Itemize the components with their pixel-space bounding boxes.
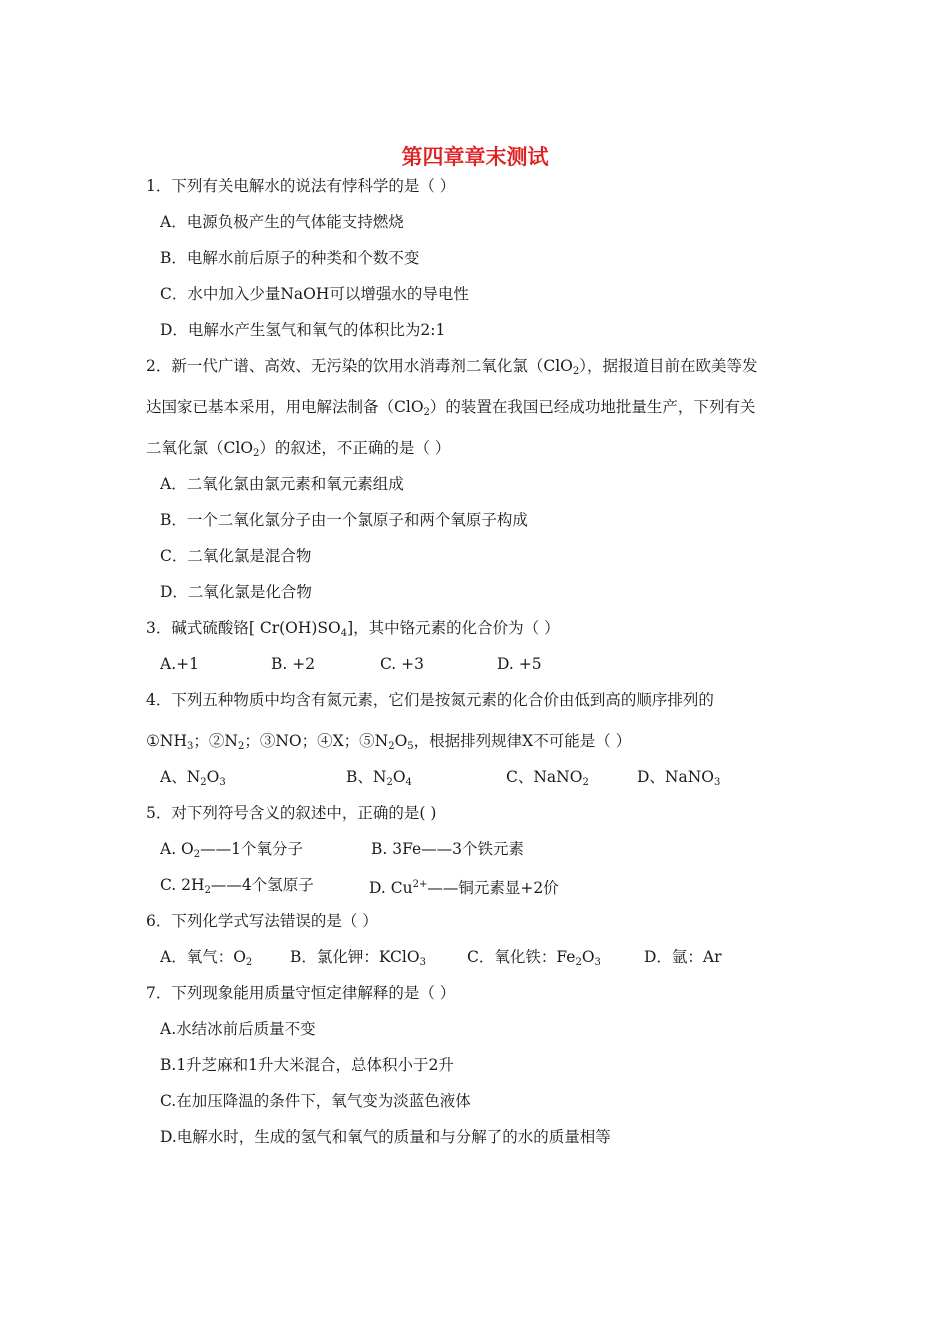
text: A. O <box>160 840 194 858</box>
question-3-option-c: C. +3 <box>380 655 425 673</box>
question-1-option-b: B．电解水前后原子的种类和个数不变 <box>160 249 420 267</box>
question-2-stem-line-2 <box>146 397 755 423</box>
subscript: 2 <box>200 777 207 788</box>
subscript: 2 <box>388 741 395 752</box>
question-3-stem <box>146 618 560 644</box>
subscript: 2 <box>575 957 582 968</box>
subscript: 4 <box>405 777 412 788</box>
subscript: 2 <box>582 777 589 788</box>
text: B、N <box>346 768 387 786</box>
question-6-option-b <box>290 947 426 973</box>
question-6-option-d: D．氩：Ar <box>644 948 722 966</box>
question-4-stem-line-1: 4．下列五种物质中均含有氮元素，它们是按氮元素的化合价由低到高的顺序排列的 <box>146 691 714 709</box>
question-5-stem: 5．对下列符号含义的叙述中，正确的是( ) <box>146 804 437 822</box>
subscript: 3 <box>594 957 601 968</box>
subscript: 2 <box>572 366 580 377</box>
question-1-stem: 1．下列有关电解水的说法有悖科学的是（ ） <box>146 177 456 195</box>
text: C．氧化铁：Fe <box>467 948 576 966</box>
text: 二氧化氯（ClO <box>146 439 254 457</box>
question-6-option-c <box>467 947 601 973</box>
question-2-option-c: C．二氧化氯是混合物 <box>160 547 312 565</box>
subscript: 2 <box>193 849 201 860</box>
text: 达国家已基本采用，用电解法制备（ClO <box>146 398 424 416</box>
subscript: 3 <box>186 741 194 752</box>
question-7-option-d: D.电解水时，生成的氢气和氧气的质量和与分解了的水的质量相等 <box>160 1128 611 1146</box>
text: B．氯化钾：KClO <box>290 948 420 966</box>
text: O <box>394 732 408 750</box>
subscript: 2 <box>204 885 211 896</box>
question-7-stem: 7．下列现象能用质量守恒定律解释的是（ ） <box>146 984 456 1002</box>
question-7-option-c: C.在加压降温的条件下，氧气变为淡蓝色液体 <box>160 1092 471 1110</box>
question-3-option-a: A.+1 <box>160 655 199 673</box>
question-2-stem-line-1 <box>146 356 758 382</box>
question-4-option-b <box>346 767 412 793</box>
text: ，根据排列规律X不可能是（ ） <box>413 732 632 750</box>
subscript: 2 <box>423 407 430 418</box>
question-2-stem-line-3 <box>146 438 450 464</box>
question-4-option-d <box>637 767 720 793</box>
question-2-option-d: D．二氧化氯是化合物 <box>160 583 312 601</box>
text: ——铜元素显+2价 <box>427 879 559 897</box>
page-title: 第四章章末测试 <box>401 145 549 169</box>
text: 3．碱式硫酸铬[ Cr(OH)SO <box>146 619 341 637</box>
text: C. 2H <box>160 876 205 894</box>
text: A、N <box>160 768 201 786</box>
question-2-option-a: A．二氧化氯由氯元素和氧元素组成 <box>160 475 404 493</box>
text: ），据报道目前在欧美等发 <box>579 357 758 375</box>
text: C、NaNO <box>506 768 583 786</box>
subscript: 3 <box>419 957 426 968</box>
text: O <box>206 768 220 786</box>
text: ；②N <box>193 732 238 750</box>
subscript: 2 <box>245 957 253 968</box>
question-1-option-a: A．电源负极产生的气体能支持燃烧 <box>160 213 404 231</box>
text: D. Cu <box>369 879 413 897</box>
question-4-stem-line-2 <box>146 731 631 757</box>
question-2-option-b: B．一个二氧化氯分子由一个氯原子和两个氧原子构成 <box>160 511 528 529</box>
superscript: 2+ <box>412 879 428 890</box>
question-7-option-a: A.水结冰前后质量不变 <box>160 1020 316 1038</box>
question-5-option-a <box>160 839 303 865</box>
text: O <box>392 768 406 786</box>
question-1-option-c: C．水中加入少量NaOH可以增强水的导电性 <box>160 285 469 303</box>
text: ]，其中铬元素的化合价为（ ） <box>347 619 560 637</box>
question-6-stem: 6．下列化学式写法错误的是（ ） <box>146 912 378 930</box>
question-3-option-d: D. +5 <box>497 655 542 673</box>
text: D、NaNO <box>637 768 715 786</box>
question-5-option-b: B. 3Fe——3个铁元素 <box>371 840 525 858</box>
subscript: 3 <box>219 777 226 788</box>
text: O <box>581 948 595 966</box>
subscript: 2 <box>237 741 245 752</box>
question-4-option-a <box>160 767 226 793</box>
text: ）的叙述，不正确的是（ ） <box>259 439 451 457</box>
subscript: 2 <box>386 777 393 788</box>
text: ①NH <box>146 732 187 750</box>
text: A．氧气：O <box>160 948 246 966</box>
question-5-option-d <box>369 875 559 898</box>
subscript: 4 <box>340 628 348 639</box>
question-3-option-b: B. +2 <box>271 655 316 673</box>
question-1-option-d: D．电解水产生氢气和氧气的体积比为2:1 <box>160 321 446 339</box>
text: ——4个氢原子 <box>210 876 314 894</box>
subscript: 2 <box>253 448 260 459</box>
question-5-option-c <box>160 875 314 901</box>
question-7-option-b: B.1升芝麻和1升大米混合，总体积小于2升 <box>160 1056 454 1074</box>
text: ——1个氧分子 <box>200 840 304 858</box>
subscript: 3 <box>714 777 721 788</box>
text: ）的装置在我国已经成功地批量生产，下列有关 <box>429 398 756 416</box>
text: 2．新一代广谱、高效、无污染的饮用水消毒剂二氧化氯（ClO <box>146 357 573 375</box>
question-6-option-a <box>160 947 252 973</box>
subscript: 5 <box>407 741 414 752</box>
question-4-option-c <box>506 767 589 793</box>
text: ；③NO；④X；⑤N <box>244 732 389 750</box>
